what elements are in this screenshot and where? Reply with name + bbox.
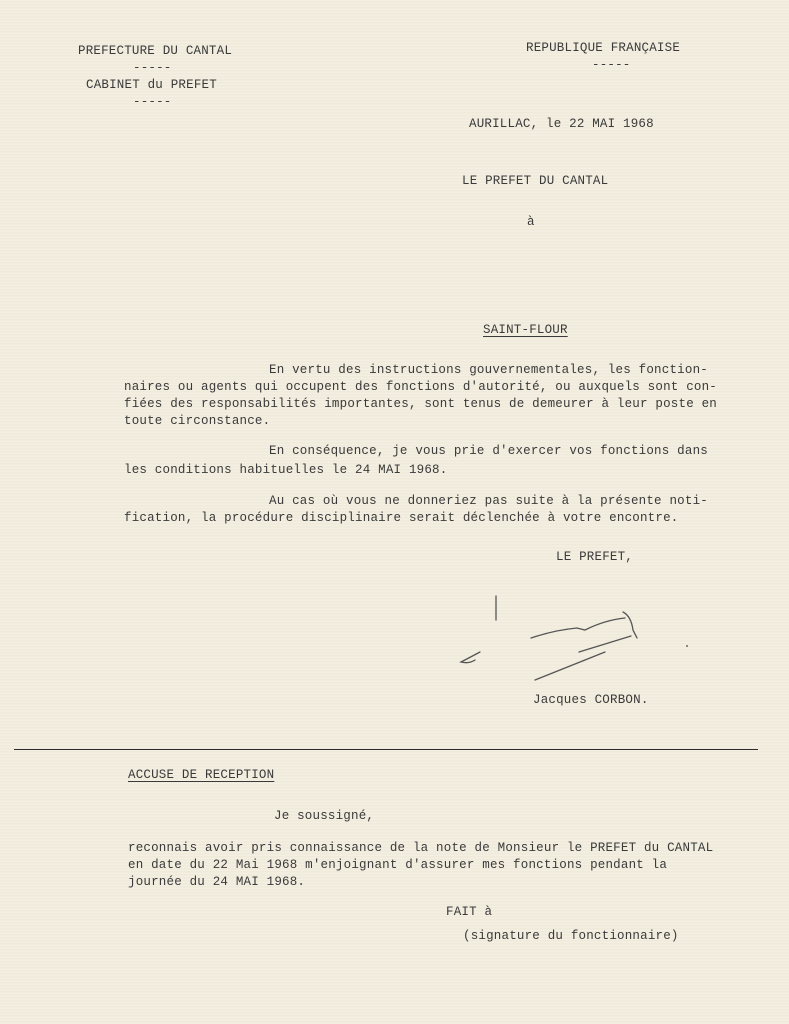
date-line: AURILLAC, le 22 MAI 1968 [469,117,654,131]
body-line: naires ou agents qui occupent des fonctions d'autorité, ou auxquels sont con- [124,380,717,394]
to-word: à [527,215,535,229]
recipient: SAINT-FLOUR [483,323,568,337]
receipt-line: journée du 24 MAI 1968. [128,875,306,889]
body-line: les conditions habituelles le 24 MAI 1968. [124,463,448,477]
fait-a: FAIT à [446,905,493,919]
body-line: En conséquence, je vous prie d'exercer vos fonctions dans [269,444,708,458]
signatory-name: Jacques CORBON. [533,693,649,707]
body-line: fiées des responsabilités importantes, sont tenus de demeurer à leur poste en [124,397,717,411]
closing-title: LE PREFET, [556,550,634,564]
body-line: Au cas où vous ne donneriez pas suite à la présente noti- [269,494,708,508]
dash-separator: ----- [133,95,172,109]
sender: LE PREFET DU CANTAL [462,174,609,188]
signature-label: (signature du fonctionnaire) [463,929,679,943]
dash-separator: ----- [592,58,631,72]
receipt-heading: ACCUSE DE RECEPTION [128,768,275,782]
prefecture-name: PREFECTURE DU CANTAL [78,44,233,58]
receipt-opening: Je soussigné, [274,809,375,823]
body-line: En vertu des instructions gouvernementales, les fonction- [269,363,708,377]
receipt-line: en date du 22 Mai 1968 m'enjoignant d'assurer mes fonctions pendant la [128,858,668,872]
receipt-line: reconnais avoir pris connaissance de la note de Monsieur le PREFET du CANTAL [128,841,714,855]
cabinet-name: CABINET du PREFET [86,78,217,92]
body-line: toute circonstance. [124,414,271,428]
dash-separator: ----- [133,61,172,75]
republic-heading: REPUBLIQUE FRANÇAISE [526,41,681,55]
separator-rule [14,749,758,750]
handwritten-signature [455,590,695,690]
body-line: fication, la procédure disciplinaire serait déclenchée à votre encontre. [124,511,679,525]
